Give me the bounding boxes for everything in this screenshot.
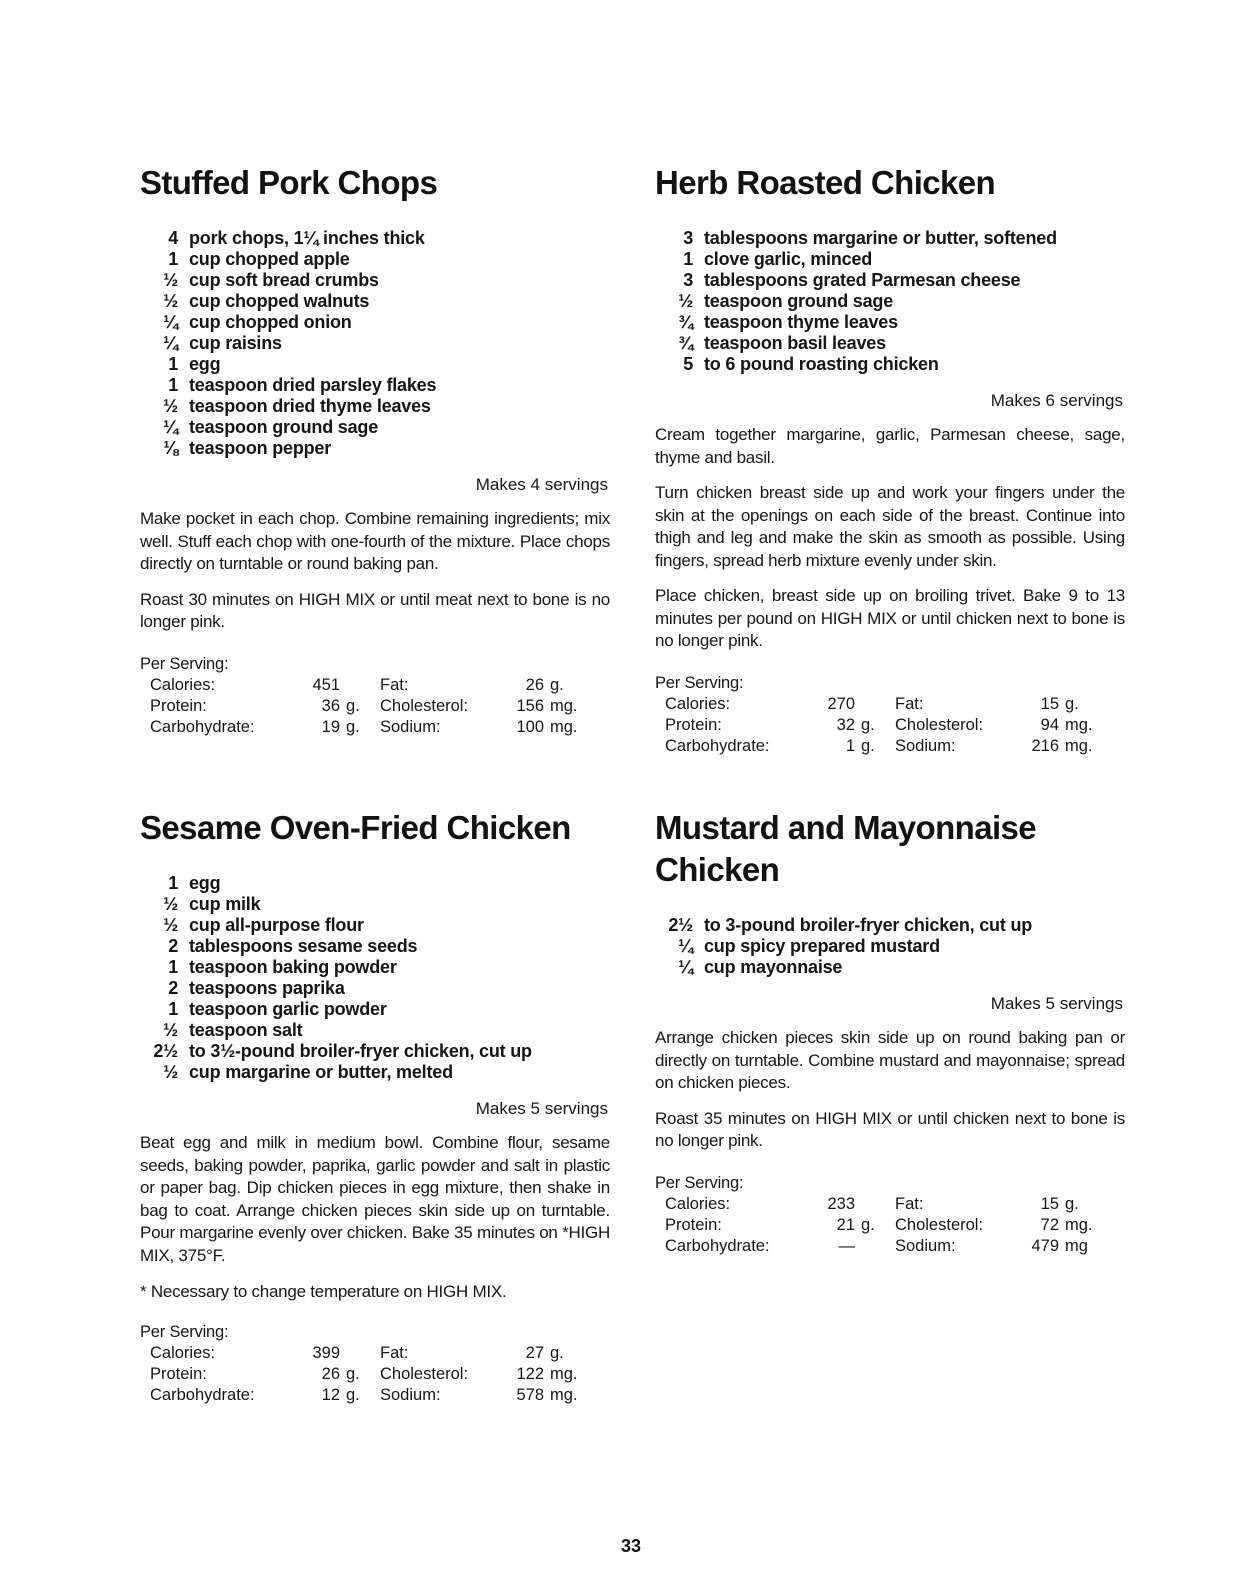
recipe-sesame-oven-fried-chicken bbox=[140, 807, 610, 1406]
nutrition-label: Cholesterol: bbox=[895, 715, 984, 734]
ingredient-name: cup milk bbox=[189, 894, 261, 914]
ingredient-item bbox=[655, 936, 1125, 957]
ingredient-quantity: 1 bbox=[683, 249, 693, 269]
nutrition-value: 26 bbox=[525, 675, 544, 694]
ingredient-name: tablespoons grated Parmesan cheese bbox=[704, 270, 1021, 290]
instruction-paragraph: Place chicken, breast side up on broiling trivet. Bake 9 to 13 minutes per pound on HIGH MIX or until chicken next to bone is no longer pink. bbox=[655, 586, 1125, 650]
instruction-paragraph: Cream together margarine, garlic, Parmesan cheese, sage, thyme and basil. bbox=[655, 425, 1125, 467]
nutrition-label: Carbohydrate: bbox=[150, 1386, 255, 1404]
nutrition-value: 451 bbox=[312, 675, 340, 694]
ingredient-quantity: ⅛ bbox=[163, 438, 178, 458]
nutrition-heading: Per Serving: bbox=[655, 673, 744, 692]
ingredient-item bbox=[655, 333, 1125, 354]
recipe-title: Sesame Oven-Fried Chicken bbox=[140, 809, 571, 846]
nutrition-row bbox=[140, 675, 610, 696]
nutrition-value: 36 bbox=[321, 696, 340, 715]
ingredient-quantity: 4 bbox=[168, 228, 178, 248]
ingredient-item bbox=[655, 270, 1125, 291]
nutrition-value: 32 bbox=[836, 715, 855, 734]
nutrition-value: 94 bbox=[1040, 715, 1059, 734]
ingredient-item bbox=[140, 894, 610, 915]
nutrition-label: Sodium: bbox=[895, 736, 956, 755]
ingredient-list bbox=[140, 873, 610, 1083]
ingredient-item bbox=[140, 417, 610, 438]
nutrition-row bbox=[140, 696, 610, 717]
ingredient-item bbox=[140, 957, 610, 978]
ingredient-item bbox=[140, 873, 610, 894]
nutrition-row bbox=[140, 1364, 610, 1385]
nutrition-label: Sodium: bbox=[380, 1386, 441, 1404]
nutrition-row bbox=[140, 1385, 610, 1406]
ingredient-name: teaspoon salt bbox=[189, 1020, 303, 1040]
nutrition-label: Carbohydrate: bbox=[665, 736, 770, 755]
ingredient-name: teaspoon baking powder bbox=[189, 957, 397, 977]
nutrition-value: 21 bbox=[836, 1215, 855, 1234]
ingredient-name: clove garlic, minced bbox=[704, 249, 873, 269]
nutrition-info bbox=[655, 673, 1125, 757]
nutrition-value: 15 bbox=[1040, 1194, 1059, 1213]
nutrition-unit: mg. bbox=[550, 696, 578, 715]
nutrition-value: 12 bbox=[321, 1386, 340, 1404]
nutrition-unit: g. bbox=[550, 1344, 564, 1362]
nutrition-label: Cholesterol: bbox=[380, 696, 469, 715]
nutrition-unit: mg. bbox=[550, 1365, 578, 1383]
nutrition-unit: mg. bbox=[550, 1386, 578, 1404]
recipe-title: Mustard and Mayonnaise Chicken bbox=[655, 809, 1037, 888]
ingredient-item bbox=[140, 915, 610, 936]
ingredient-item bbox=[140, 1062, 610, 1083]
nutrition-label: Protein: bbox=[665, 1215, 722, 1234]
ingredient-quantity: 1 bbox=[168, 354, 178, 374]
nutrition-label: Fat: bbox=[895, 1194, 924, 1213]
ingredient-item bbox=[140, 312, 610, 333]
ingredient-quantity: ½ bbox=[163, 291, 178, 311]
nutrition-unit: g. bbox=[346, 696, 360, 715]
nutrition-heading: Per Serving: bbox=[655, 1173, 744, 1192]
ingredient-item bbox=[140, 333, 610, 354]
ingredient-name: tablespoons sesame seeds bbox=[189, 936, 418, 956]
nutrition-value: 270 bbox=[827, 694, 855, 713]
ingredient-quantity: ½ bbox=[163, 396, 178, 416]
nutrition-unit: g. bbox=[346, 1365, 360, 1383]
ingredient-quantity: ¼ bbox=[678, 957, 693, 977]
nutrition-label: Fat: bbox=[895, 694, 924, 713]
ingredient-name: tablespoons margarine or butter, softened bbox=[704, 228, 1057, 248]
ingredient-item bbox=[655, 915, 1125, 936]
nutrition-label: Cholesterol: bbox=[380, 1365, 469, 1383]
servings-note: Makes 5 servings bbox=[475, 1099, 608, 1118]
ingredient-quantity: ½ bbox=[163, 1062, 178, 1082]
ingredient-name: cup chopped apple bbox=[189, 249, 350, 269]
ingredient-item bbox=[655, 354, 1125, 375]
nutrition-row bbox=[655, 1236, 1125, 1257]
servings-note: Makes 6 servings bbox=[990, 391, 1123, 410]
nutrition-heading: Per Serving: bbox=[140, 1323, 229, 1341]
ingredient-quantity: ¼ bbox=[678, 936, 693, 956]
ingredient-quantity: 5 bbox=[683, 354, 693, 374]
nutrition-unit bbox=[855, 1194, 895, 1215]
nutrition-value: 156 bbox=[516, 696, 544, 715]
nutrition-unit: g. bbox=[550, 675, 564, 694]
ingredient-name: egg bbox=[189, 873, 221, 893]
nutrition-table bbox=[655, 1194, 1125, 1257]
ingredient-item bbox=[655, 228, 1125, 249]
nutrition-table bbox=[655, 694, 1125, 757]
nutrition-label: Fat: bbox=[380, 675, 409, 694]
ingredient-item bbox=[140, 1020, 610, 1041]
recipe-stuffed-pork-chops bbox=[140, 162, 610, 807]
ingredient-item bbox=[140, 396, 610, 417]
ingredient-item bbox=[140, 936, 610, 957]
servings-note: Makes 4 servings bbox=[475, 475, 608, 494]
recipe-mustard-and-mayonnaise-chicken bbox=[655, 807, 1125, 1406]
instruction-paragraph: Turn chicken breast side up and work your fingers under the skin at the openings on each side of the breast. Continue into thigh and leg and make the skin as smooth as possible. Using fingers, spread herb mixture evenly under skin. bbox=[655, 483, 1125, 570]
nutrition-label: Sodium: bbox=[895, 1236, 956, 1255]
nutrition-info bbox=[655, 1173, 1125, 1257]
ingredient-item bbox=[140, 228, 610, 249]
nutrition-table bbox=[140, 675, 610, 738]
ingredient-name: teaspoon ground sage bbox=[189, 417, 379, 437]
recipe-herb-roasted-chicken bbox=[655, 162, 1125, 807]
nutrition-value: 19 bbox=[321, 717, 340, 736]
instruction-paragraph: Roast 35 minutes on HIGH MIX or until chicken next to bone is no longer pink. bbox=[655, 1108, 1125, 1150]
nutrition-unit: g. bbox=[1065, 694, 1079, 713]
ingredient-quantity: 1 bbox=[168, 249, 178, 269]
ingredient-name: cup chopped walnuts bbox=[189, 291, 370, 311]
instructions bbox=[140, 508, 610, 634]
instruction-paragraph: Arrange chicken pieces skin side up on round baking pan or directly on turntable. Combine mustard and mayonnaise; spread on chicken pieces. bbox=[655, 1028, 1125, 1092]
nutrition-row bbox=[655, 694, 1125, 715]
nutrition-value: 233 bbox=[827, 1194, 855, 1213]
nutrition-unit: mg. bbox=[1065, 736, 1093, 755]
ingredient-name: egg bbox=[189, 354, 221, 374]
ingredient-list bbox=[655, 915, 1125, 978]
servings-note: Makes 5 servings bbox=[990, 994, 1123, 1013]
ingredient-item bbox=[655, 957, 1125, 978]
nutrition-label: Calories: bbox=[665, 1194, 731, 1213]
ingredient-quantity: ¾ bbox=[678, 312, 693, 332]
ingredient-quantity: ½ bbox=[163, 1020, 178, 1040]
ingredient-name: teaspoons paprika bbox=[189, 978, 345, 998]
nutrition-value: 26 bbox=[321, 1365, 340, 1383]
ingredient-name: cup raisins bbox=[189, 333, 282, 353]
nutrition-info bbox=[140, 1322, 610, 1406]
nutrition-label: Calories: bbox=[665, 694, 731, 713]
recipe-title: Herb Roasted Chicken bbox=[655, 164, 996, 201]
ingredient-name: to 3½-pound broiler-fryer chicken, cut up bbox=[189, 1041, 532, 1061]
ingredient-quantity: 2 bbox=[168, 936, 178, 956]
instructions bbox=[140, 1132, 610, 1267]
ingredient-quantity: ¼ bbox=[163, 333, 178, 353]
ingredient-name: cup margarine or butter, melted bbox=[189, 1062, 453, 1082]
ingredient-name: cup spicy prepared mustard bbox=[704, 936, 940, 956]
nutrition-unit: g. bbox=[861, 1215, 875, 1234]
nutrition-label: Cholesterol: bbox=[895, 1215, 984, 1234]
ingredient-list bbox=[140, 228, 610, 459]
ingredient-name: to 6 pound roasting chicken bbox=[704, 354, 939, 374]
ingredient-quantity: 1 bbox=[168, 873, 178, 893]
ingredient-name: cup all-purpose flour bbox=[189, 915, 364, 935]
nutrition-row bbox=[140, 717, 610, 738]
nutrition-heading: Per Serving: bbox=[140, 654, 229, 673]
ingredient-item bbox=[140, 978, 610, 999]
ingredient-item bbox=[140, 999, 610, 1020]
ingredient-item bbox=[140, 249, 610, 270]
nutrition-unit: mg bbox=[1065, 1236, 1088, 1255]
nutrition-row bbox=[655, 715, 1125, 736]
nutrition-table bbox=[140, 1343, 610, 1406]
ingredient-quantity: ½ bbox=[163, 894, 178, 914]
ingredient-name: teaspoon thyme leaves bbox=[704, 312, 898, 332]
nutrition-label: Sodium: bbox=[380, 717, 441, 736]
nutrition-label: Protein: bbox=[665, 715, 722, 734]
nutrition-value: 216 bbox=[1031, 736, 1059, 755]
nutrition-label: Calories: bbox=[150, 675, 216, 694]
ingredient-name: cup chopped onion bbox=[189, 312, 352, 332]
ingredient-quantity: 1 bbox=[168, 957, 178, 977]
nutrition-label: Fat: bbox=[380, 1344, 409, 1362]
ingredient-name: cup mayonnaise bbox=[704, 957, 843, 977]
ingredient-quantity: 3 bbox=[683, 270, 693, 290]
nutrition-unit: g. bbox=[861, 736, 875, 755]
nutrition-row bbox=[655, 736, 1125, 757]
nutrition-unit: g. bbox=[346, 1386, 360, 1404]
ingredient-name: to 3-pound broiler-fryer chicken, cut up bbox=[704, 915, 1033, 935]
nutrition-value: — bbox=[838, 1236, 855, 1255]
ingredient-list bbox=[655, 228, 1125, 375]
temperature-footnote: * Necessary to change temperature on HIGH MIX. bbox=[140, 1282, 507, 1301]
nutrition-info bbox=[140, 654, 610, 738]
nutrition-value: 72 bbox=[1040, 1215, 1059, 1234]
nutrition-value: 1 bbox=[845, 736, 855, 755]
nutrition-unit bbox=[340, 675, 380, 696]
nutrition-unit bbox=[855, 694, 895, 715]
ingredient-item bbox=[140, 291, 610, 312]
ingredient-quantity: ½ bbox=[678, 291, 693, 311]
ingredient-name: teaspoon pepper bbox=[189, 438, 332, 458]
ingredient-name: teaspoon dried thyme leaves bbox=[189, 396, 431, 416]
ingredient-quantity: ¼ bbox=[163, 312, 178, 332]
nutrition-unit: g. bbox=[1065, 1194, 1079, 1213]
instruction-paragraph: Make pocket in each chop. Combine remaining ingredients; mix well. Stuff each chop with one-fourth of the mixture. Place chops directly on turntable or round baking pan. bbox=[140, 509, 610, 573]
ingredient-name: teaspoon garlic powder bbox=[189, 999, 387, 1019]
ingredient-quantity: 1 bbox=[168, 375, 178, 395]
ingredient-item bbox=[140, 1041, 610, 1062]
nutrition-value: 27 bbox=[525, 1344, 544, 1362]
ingredient-name: teaspoon dried parsley flakes bbox=[189, 375, 437, 395]
ingredient-name: teaspoon ground sage bbox=[704, 291, 894, 311]
nutrition-label: Carbohydrate: bbox=[150, 717, 255, 736]
nutrition-label: Protein: bbox=[150, 1365, 207, 1383]
nutrition-row bbox=[140, 1343, 610, 1364]
nutrition-unit: mg. bbox=[1065, 1215, 1093, 1234]
ingredient-name: cup soft bread crumbs bbox=[189, 270, 379, 290]
nutrition-value: 100 bbox=[516, 717, 544, 736]
ingredient-quantity: 1 bbox=[168, 999, 178, 1019]
ingredient-quantity: ½ bbox=[163, 270, 178, 290]
ingredient-quantity: 3 bbox=[683, 228, 693, 248]
nutrition-row bbox=[655, 1215, 1125, 1236]
nutrition-label: Protein: bbox=[150, 696, 207, 715]
ingredient-item bbox=[140, 354, 610, 375]
ingredient-item bbox=[655, 249, 1125, 270]
ingredient-item bbox=[655, 312, 1125, 333]
nutrition-label: Calories: bbox=[150, 1344, 216, 1362]
nutrition-value: 122 bbox=[516, 1365, 544, 1383]
nutrition-value: 479 bbox=[1031, 1236, 1059, 1255]
nutrition-unit: g. bbox=[346, 717, 360, 736]
nutrition-row bbox=[655, 1194, 1125, 1215]
nutrition-value: 578 bbox=[516, 1386, 544, 1404]
ingredient-item bbox=[140, 375, 610, 396]
instruction-paragraph: Beat egg and milk in medium bowl. Combine flour, sesame seeds, baking powder, paprika, garlic powder and salt in plastic or paper bag. Dip chicken pieces in egg mixture, then shake in bag to coat. Arrange chicken pieces skin side up on turntable. Pour margarine evenly over chicken. Bake 35 minutes on *HIGH MIX, 375°F. bbox=[140, 1133, 610, 1265]
ingredient-name: teaspoon basil leaves bbox=[704, 333, 886, 353]
ingredient-name: pork chops, 1¼ inches thick bbox=[189, 228, 425, 248]
ingredient-quantity: ½ bbox=[163, 915, 178, 935]
ingredient-quantity: ¾ bbox=[678, 333, 693, 353]
nutrition-label: Carbohydrate: bbox=[665, 1236, 770, 1255]
nutrition-unit: mg. bbox=[550, 717, 578, 736]
page-number: 33 bbox=[620, 1536, 642, 1556]
recipe-title: Stuffed Pork Chops bbox=[140, 164, 438, 201]
nutrition-value: 15 bbox=[1040, 694, 1059, 713]
nutrition-unit bbox=[855, 1236, 895, 1257]
ingredient-quantity: 2½ bbox=[668, 915, 693, 935]
ingredient-quantity: 2 bbox=[168, 978, 178, 998]
instruction-paragraph: Roast 30 minutes on HIGH MIX or until meat next to bone is no longer pink. bbox=[140, 589, 610, 631]
nutrition-unit bbox=[340, 1343, 380, 1364]
instructions bbox=[655, 1027, 1125, 1153]
nutrition-unit: mg. bbox=[1065, 715, 1093, 734]
ingredient-quantity: 2½ bbox=[153, 1041, 178, 1061]
nutrition-unit: g. bbox=[861, 715, 875, 734]
ingredient-item bbox=[140, 270, 610, 291]
instructions bbox=[655, 424, 1125, 653]
ingredient-quantity: ¼ bbox=[163, 417, 178, 437]
nutrition-value: 399 bbox=[312, 1344, 340, 1362]
ingredient-item bbox=[140, 438, 610, 459]
ingredient-item bbox=[655, 291, 1125, 312]
